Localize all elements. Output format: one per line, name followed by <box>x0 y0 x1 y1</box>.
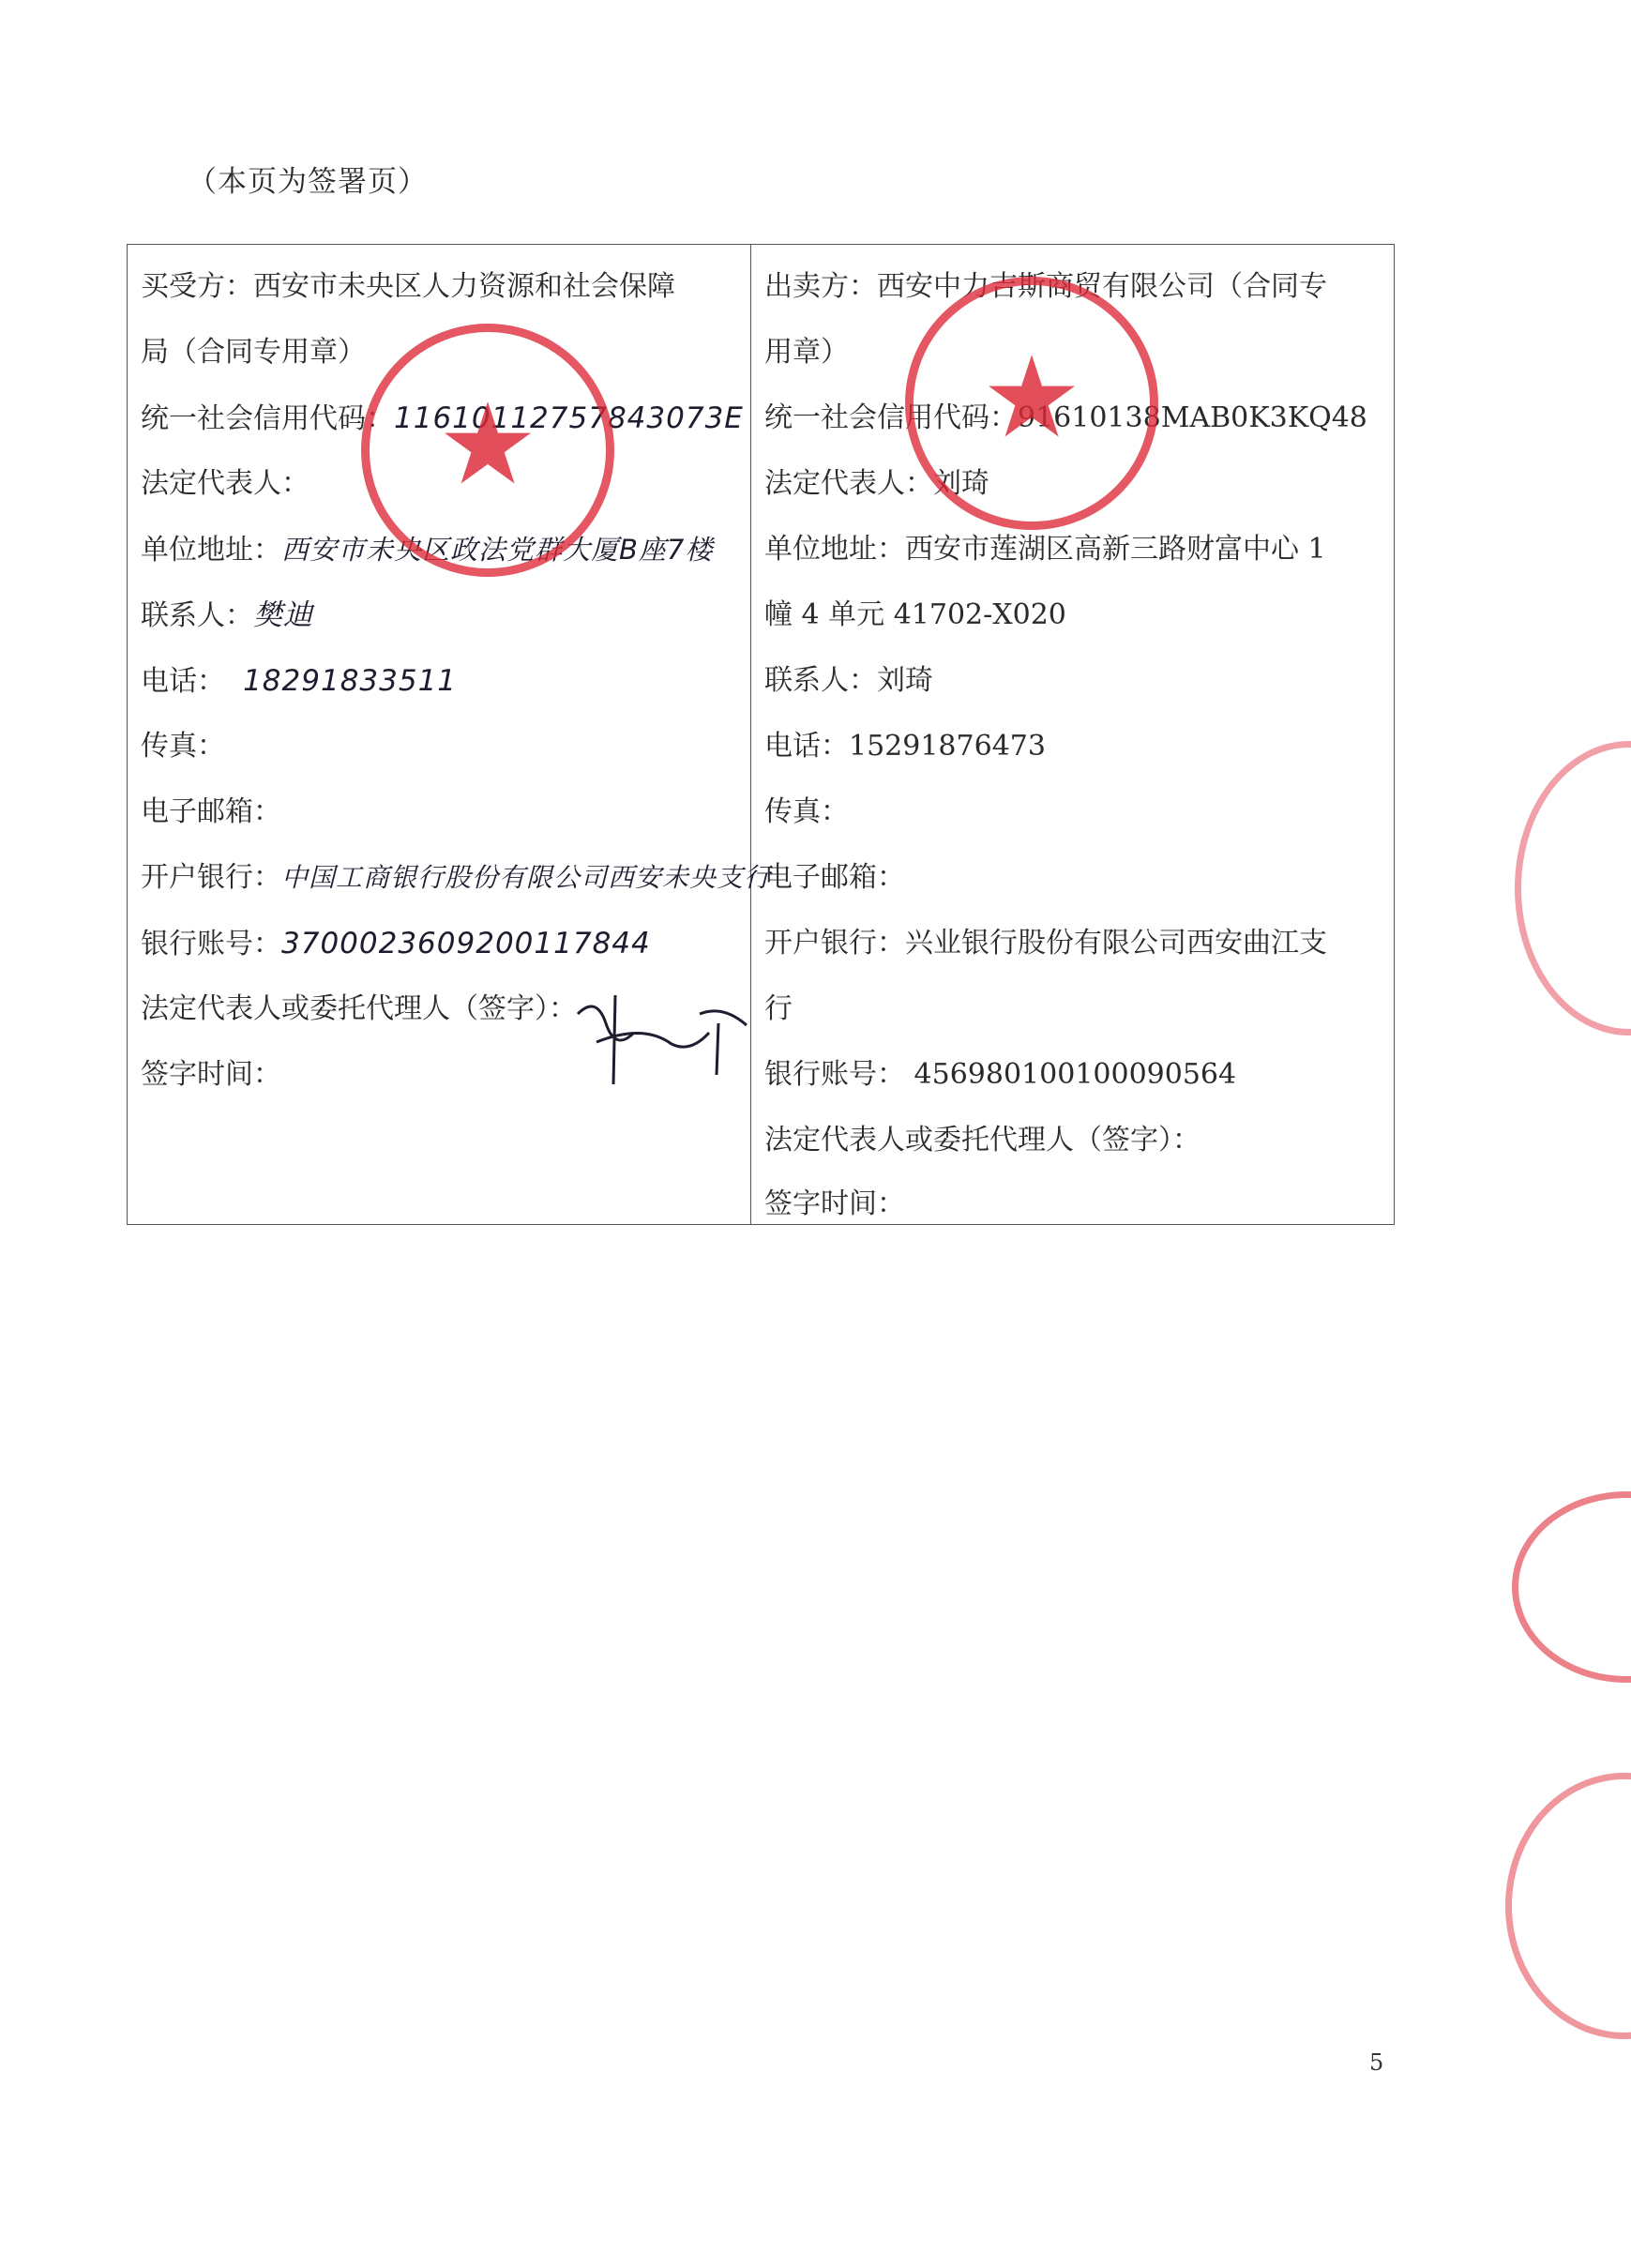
edge-seal-stamp-2 <box>1512 1491 1631 1683</box>
seller-fax: 传真： <box>764 795 849 828</box>
seller-phone: 电话：15291876473 <box>764 730 1046 763</box>
credit-code-value: 11610112757843073E <box>394 401 744 435</box>
buyer-contact <box>141 597 737 635</box>
seller-bank-cont: 行 <box>764 992 793 1025</box>
contact-value: 樊迪 <box>253 598 313 632</box>
account-label: 银行账号： <box>141 928 281 960</box>
signature-table <box>127 244 1395 1225</box>
buyer-signer: 法定代表人或委托代理人（签字）： <box>141 992 577 1025</box>
buyer-sign-time: 签字时间： <box>141 1058 281 1091</box>
seller-party-cont: 用章） <box>764 336 849 369</box>
buyer-account <box>141 925 737 963</box>
buyer-email: 电子邮箱： <box>141 795 281 828</box>
seller-legal-rep: 法定代表人：刘琦 <box>764 467 989 500</box>
buyer-phone <box>141 662 737 701</box>
contact-label: 联系人： <box>141 599 253 632</box>
buyer-credit-code <box>141 400 744 438</box>
seller-contact: 联系人：刘琦 <box>764 664 933 697</box>
seal-star-icon: ★ <box>981 333 1082 464</box>
seller-signer: 法定代表人或委托代理人（签字）： <box>764 1124 1201 1157</box>
address-label: 单位地址： <box>141 534 281 567</box>
seller-sign-time: 签字时间： <box>764 1187 905 1220</box>
seller-credit-code: 统一社会信用代码：91610138MAB0K3KQ48 <box>764 401 1367 434</box>
bank-label: 开户银行： <box>141 861 281 894</box>
seal-star-icon: ★ <box>437 380 538 511</box>
seller-address-cont: 幢 4 单元 41702-X020 <box>764 598 1066 631</box>
phone-label: 电话： <box>141 665 225 698</box>
buyer-column <box>128 245 772 1224</box>
buyer-bank <box>141 859 772 897</box>
page-heading: （本页为签署页） <box>188 165 428 199</box>
account-value: 3700023609200117844 <box>281 927 651 960</box>
seller-bank: 开户银行：兴业银行股份有限公司西安曲江支 <box>764 927 1327 960</box>
edge-seal-stamp-3 <box>1505 1773 1631 2039</box>
buyer-legal-rep: 法定代表人： <box>141 467 310 500</box>
address-value: 西安市未央区政法党群大厦B座7楼 <box>281 534 714 566</box>
seller-column <box>751 245 1394 1224</box>
seller-email: 电子邮箱： <box>764 861 905 894</box>
phone-value: 18291833511 <box>243 664 458 698</box>
buyer-party-cont: 局（合同专用章） <box>141 336 366 369</box>
seller-account: 银行账号： 456980100100090564 <box>764 1058 1237 1091</box>
edge-seal-stamp-1 <box>1515 741 1631 1036</box>
buyer-party: 买受方：西安市未央区人力资源和社会保障 <box>141 270 675 303</box>
page-number: 5 <box>1369 2049 1384 2076</box>
bank-value: 中国工商银行股份有限公司西安未央支行 <box>281 862 772 893</box>
buyer-fax: 传真： <box>141 730 225 763</box>
handwritten-signature <box>559 986 756 1089</box>
credit-code-label: 统一社会信用代码： <box>141 402 394 435</box>
seller-party: 出卖方：西安中力吉斯商贸有限公司（合同专 <box>764 270 1327 303</box>
buyer-address <box>141 531 737 569</box>
seller-address: 单位地址：西安市莲湖区高新三路财富中心 1 <box>764 533 1326 566</box>
